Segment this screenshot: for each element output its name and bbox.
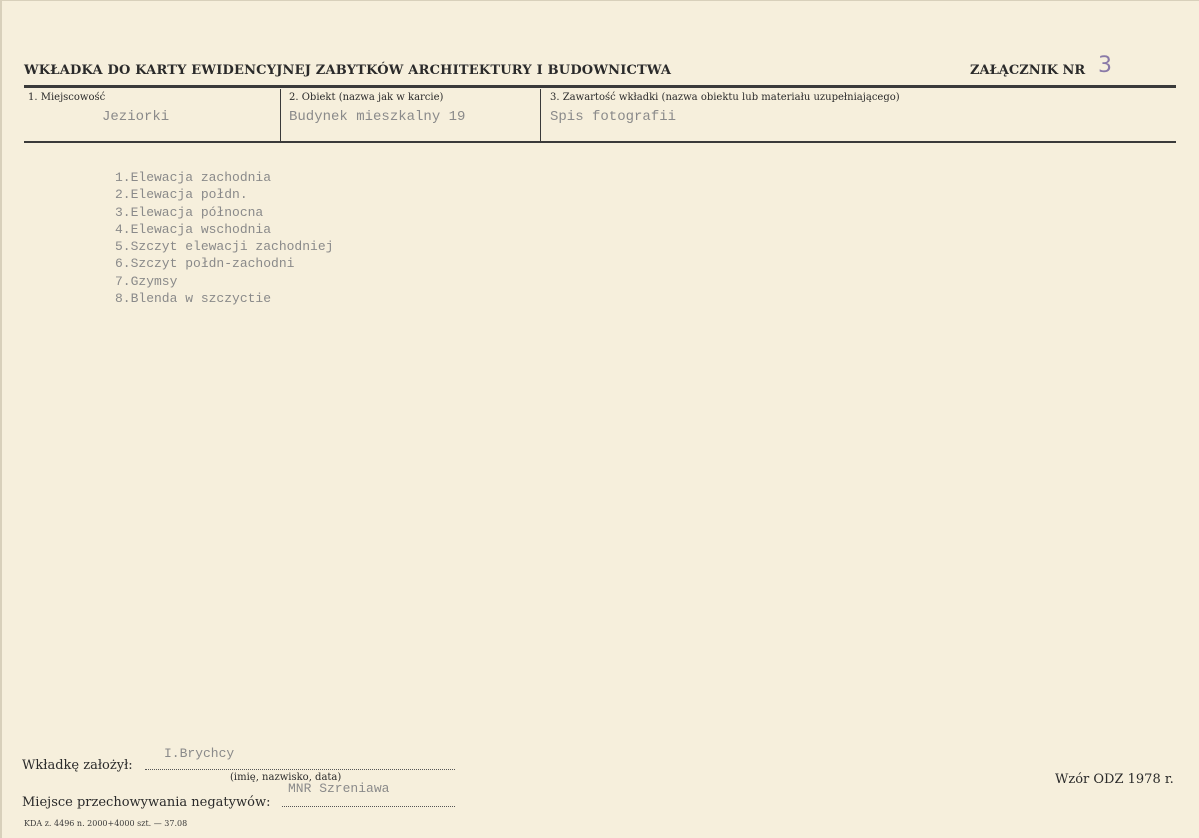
founded-by-line	[145, 769, 455, 770]
field-divider-1	[280, 89, 281, 142]
form-title: WKŁADKA DO KARTY EWIDENCYJNEJ ZABYTKÓW ARCHITEKTURY I BUDOWNICTWA	[24, 63, 672, 78]
header-rule	[24, 85, 1176, 88]
list-item: 6.Szczyt połdn-zachodni	[115, 256, 295, 272]
form-pattern: Wzór ODZ 1978 r.	[1055, 772, 1174, 787]
list-item: 1.Elewacja zachodnia	[115, 170, 272, 185]
field-divider-2	[540, 89, 541, 142]
list-item: 4.Elewacja wschodnia	[115, 221, 272, 237]
photo-list	[115, 169, 333, 307]
locality-value: Jeziorki	[102, 109, 170, 125]
founded-by-value: I.Brychcy	[164, 746, 235, 761]
negatives-line	[282, 806, 455, 807]
object-label: 2. Obiekt (nazwa jak w karcie)	[289, 92, 444, 103]
object-value: Budynek mieszkalny 19	[289, 109, 466, 125]
list-item: 7.Gzymsy	[115, 273, 178, 289]
annex-label: ZAŁĄCZNIK NR	[970, 63, 1086, 78]
list-item: 3.Elewacja północna	[115, 204, 264, 220]
negatives-label: Miejsce przechowywania negatywów:	[22, 795, 271, 810]
list-item: 5.Szczyt elewacji zachodniej	[115, 239, 334, 255]
contents-label: 3. Zawartość wkładki (nazwa obiektu lub materiału uzupełniającego)	[550, 92, 900, 103]
negatives-value: MNR Szreniawa	[288, 781, 390, 796]
founded-by-label: Wkładkę założył:	[22, 758, 133, 773]
locality-label: 1. Miejscowość	[28, 92, 106, 103]
fields-rule	[24, 141, 1176, 143]
annex-number: 3	[1098, 53, 1112, 78]
list-item: 8.Blenda w szczyctie	[115, 291, 272, 307]
contents-value: Spis fotografii	[550, 109, 677, 125]
founded-by-caption: (imię, nazwisko, data)	[230, 772, 342, 783]
print-info: KDA z. 4496 n. 2000+4000 szt. — 37.08	[24, 819, 188, 828]
list-item: 2.Elewacja połdn.	[115, 187, 248, 203]
